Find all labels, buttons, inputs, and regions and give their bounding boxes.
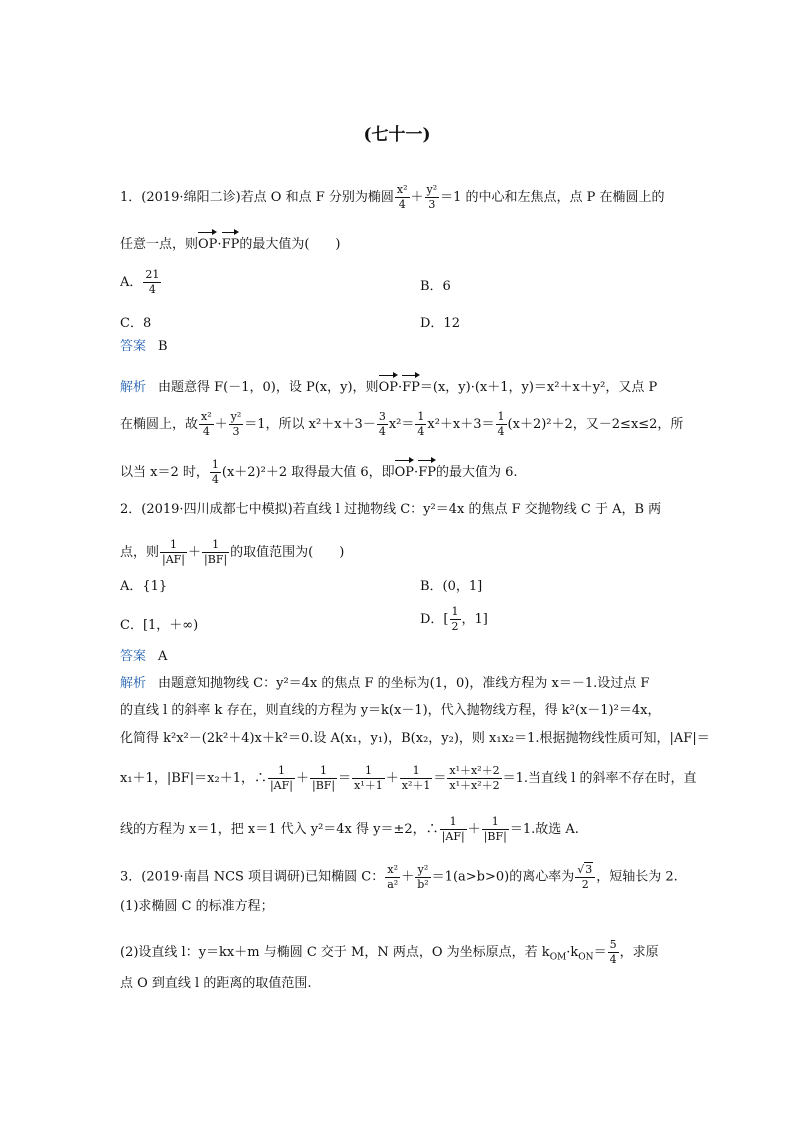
q1-option-c: C．8 [120, 316, 152, 331]
q3-stem-line1: 3．(2019·南昌 NCS 项目调研)已知椭圆 C： $\frac{\text{x²}}{\text{a²}}$ ＋ $\frac{\text{y²}}{\text{b²}}$ ＝1(a>b>0)的离心率为 $\frac{√3}{2}$ ，短轴长为 2. [120, 862, 678, 891]
q2-analysis-line3: 化简得 k²x²－(2k²＋4)x＋k²＝0.设 A(x₁，y₁)，B(x₂，y₂)，则 x₁x₂＝1.根据抛物线性质可知，|AF|＝ [120, 731, 710, 746]
q2-analysis-line2: 的直线 l 的斜率 k 存在，则直线的方程为 y＝k(x－1)，代入抛物线方程，得 k²(x－1)²＝4x， [120, 703, 661, 718]
q2-analysis-line5: 线的方程为 x＝1，把 x＝1 代入 y²＝4x 得 y＝±2，∴ $\frac{1}{|AF|}$ ＋ $\frac{1}{|BF|}$ ＝1.故选 A. [120, 815, 579, 843]
q1-text-a: 若点 O 和点 F 分别为椭圆 [240, 190, 394, 205]
q2-option-b: B．(0，1] [420, 579, 483, 594]
q2-answer: 答案 A [120, 649, 168, 664]
q1-option-d: D．12 [420, 316, 460, 331]
q2-option-a: A．{1} [120, 579, 168, 594]
q2-stem-line2: 点，则 $\frac{1}{|AF|}$ ＋ $\frac{1}{|BF|}$ 的取值范围为( ) [120, 538, 345, 566]
q1-text-b: ＝1 的中心和左焦点，点 P 在椭圆上的 [440, 190, 665, 205]
q1-option-a: A． $\frac{21}{4}$ [120, 268, 160, 296]
q1-stem-line2: 任意一点，则OP·FP的最大值为( ) [120, 230, 341, 254]
q1-number: 1． [120, 190, 142, 205]
q2-option-d: D．[ $\frac{1}{2}$ ，1] [420, 605, 488, 633]
q3-source: (2019·南昌 NCS 项目调研) [141, 869, 306, 885]
analysis-label: 解析 [120, 380, 147, 395]
q2-stem-line1: 2．(2019·四川成都七中模拟)若直线 l 过抛物线 C：y²＝4x 的焦点 F 交抛物线 C 于 A，B 两 [120, 502, 662, 517]
q2-option-c: C．[1，＋∞) [120, 618, 199, 633]
page-title: (七十一) [363, 125, 431, 145]
q1-source: (2019·绵阳二诊) [141, 190, 241, 205]
answer-label: 答案 [120, 339, 147, 354]
q1-frac-x2-4: $\frac{\text{x²}}{4}$ [396, 183, 408, 211]
q2-analysis-line4: x₁＋1，|BF|＝x₂＋1，∴ $\frac{1}{|AF|}$ ＋ $\frac{1}{|BF|}$ ＝ $\frac{1}{\text{x¹＋1}}$ ＋ $\frac{1}{\text{x²＋1}}$ ＝ $\frac{\text{x¹＋x²＋2}}{\text{x¹＋x²＋2}}$ ＝1.当直线 l 的斜率不存在时，直 [120, 764, 697, 792]
eccentricity-fraction: $\frac{√3}{2}$ [575, 862, 595, 892]
q1-analysis-line1: 解析 由题意得 F(－1，0)，设 P(x，y)，则OP·FP＝(x，y)·(x＋1，y)＝x²＋x＋y²，又点 P [120, 373, 657, 397]
vector-op: OP [198, 230, 217, 254]
q3-part1: (1)求椭圆 C 的标准方程； [120, 899, 274, 914]
q2-source: (2019·四川成都七中模拟) [141, 502, 293, 517]
q1-stem-line1: 1．(2019·绵阳二诊)若点 O 和点 F 分别为椭圆 $\frac{\text{x²}}{4}$ ＋ $\frac{\text{y²}}{3}$ ＝1 的中心和左焦点，点 P 在椭圆上的 [120, 183, 665, 211]
q1-answer: 答案 B [120, 339, 168, 354]
q3-part2-line2: 点 O 到直线 l 的距离的取值范围. [120, 976, 312, 991]
vector-fp: FP [222, 230, 240, 254]
q1-frac-y2-3: $\frac{\text{y²}}{3}$ [426, 183, 438, 211]
q1-option-b: B．6 [420, 279, 451, 294]
q3-part2-line1: (2)设直线 l：y＝kx＋m 与椭圆 C 交于 M，N 两点，O 为坐标原点，若 $k_{OM}\cdot k_{ON}=$ $\frac{5}{4}$ ，求原 [120, 938, 659, 966]
q1-analysis-line2: 在椭圆上，故 $\frac{\text{x²}}{4}$ ＋ $\frac{\text{y²}}{3}$ ＝1，所以 x²＋x＋3－ $\frac{3}{4}$ x²＝ $\frac{1}{4}$ x²＋x＋3＝ $\frac{1}{4}$ (x＋2)²＋2，又－2≤x≤2，所 [120, 410, 684, 438]
q2-analysis-line1: 解析 由题意知抛物线 C：y²＝4x 的焦点 F 的坐标为(1，0)，准线方程为 x＝－1.设过点 F [120, 676, 650, 691]
q1-analysis-line3: 以当 x＝2 时， $\frac{1}{4}$ (x＋2)²＋2 取得最大值 6，即OP·FP的最大值为 6. [120, 458, 518, 486]
